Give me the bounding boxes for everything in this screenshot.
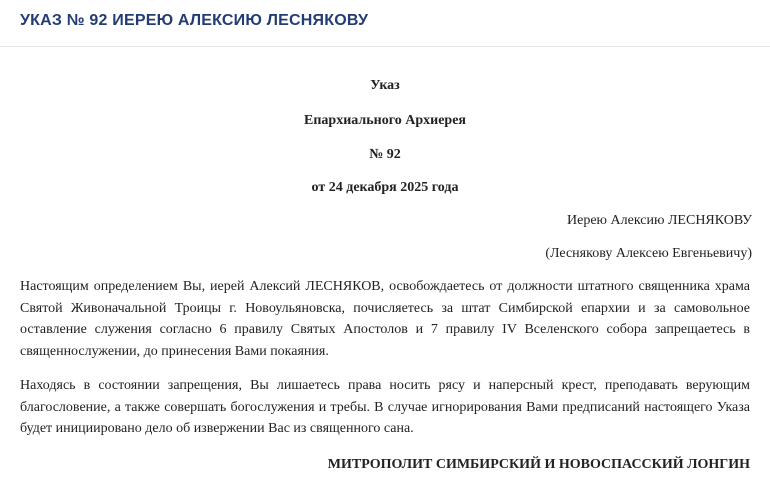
page-title: УКАЗ № 92 ИЕРЕЮ АЛЕКСИЮ ЛЕСНЯКОВУ [20, 12, 369, 29]
addressee-secular-name: (Леснякову Алексею Евгеньевичу) [545, 246, 752, 261]
decree-issuer: Епархиального Архиерея [304, 113, 466, 128]
title-divider [0, 46, 770, 47]
decree-heading: Указ [370, 78, 400, 93]
body-paragraph-2: Находясь в состоянии запрещения, Вы лишаетесь права носить рясу и наперсный крест, преподавать верующим благословение, а также совершать богослужения и требы. В случае игнорирования Вами предписаний настоящего Указа будет инициировано дело об извержении Вас из священного сана. [20, 378, 750, 436]
addressee-name: Иерею Алексию ЛЕСНЯКОВУ [567, 213, 752, 228]
decree-number: № 92 [369, 147, 401, 162]
signature: МИТРОПОЛИТ СИМБИРСКИЙ И НОВОСПАССКИЙ ЛОНГИН [327, 457, 750, 472]
body-paragraph-1: Настоящим определением Вы, иерей Алексий ЛЕСНЯКОВ, освобождаетесь от должности штатного священника храма Святой Живоначальной Троицы г. Новоульяновска, почисляетесь за штат Симбирской епархии и за самовольное оставление служения согласно 6 правилу Святых Апостолов и 7 правилу IV Вселенского собора запрещаетесь в священнослужении, до принесения Вами покаяния. [20, 279, 750, 359]
decree-date: от 24 декабря 2025 года [311, 180, 459, 195]
